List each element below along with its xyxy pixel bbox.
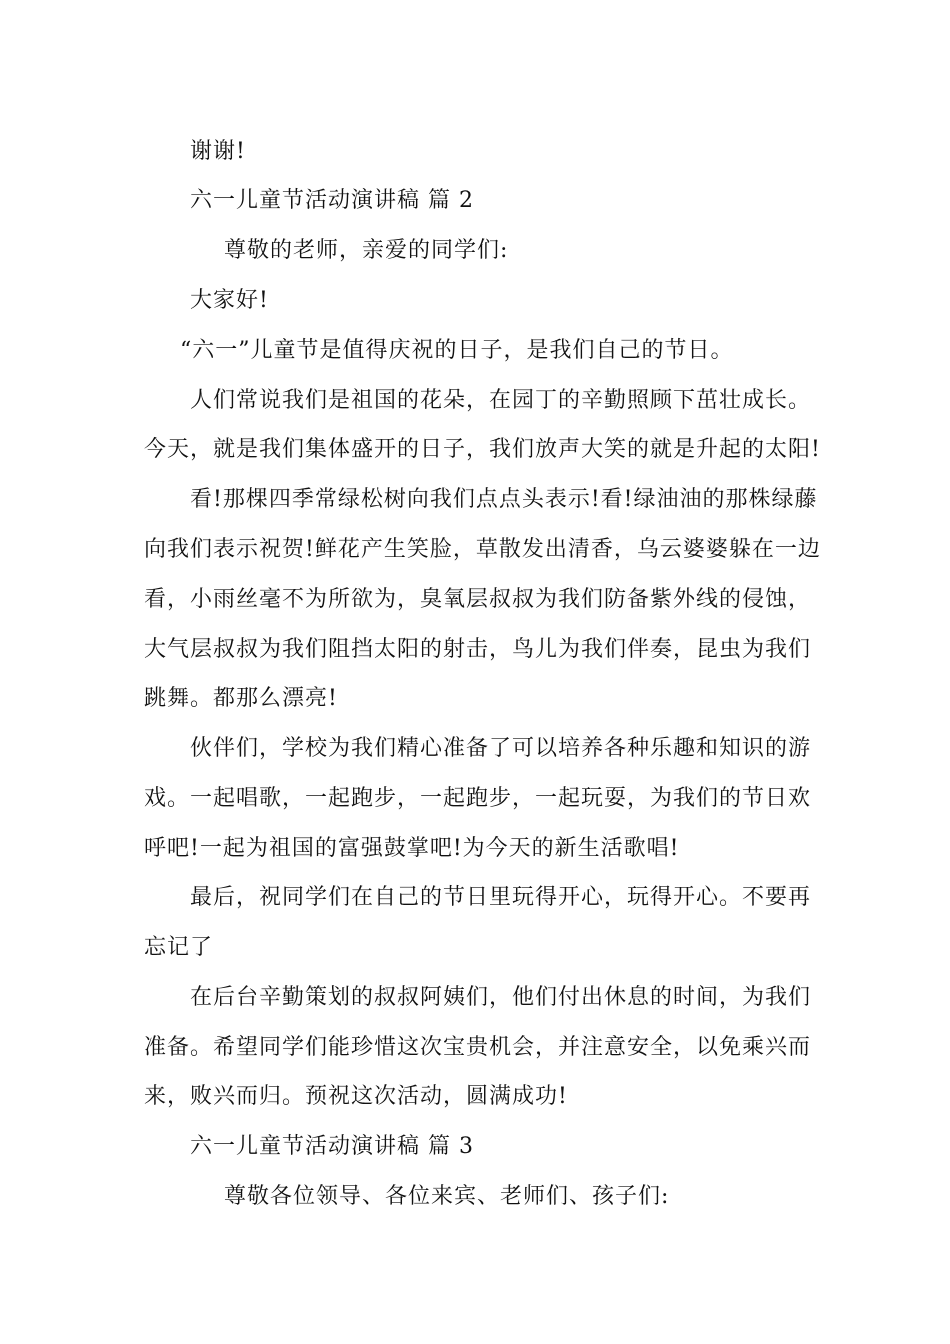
section-heading-3: 六一儿童节活动演讲稿 篇 3: [190, 1134, 474, 1159]
paragraph-line: 在后台辛勤策划的叔叔阿姨们，他们付出休息的时间，为我们: [190, 985, 812, 1010]
paragraph-line: 向我们表示祝贺!鲜花产生笑脸，草散发出清香，乌云婆婆躲在一边: [144, 537, 821, 562]
salutation-3: 尊敬各位领导、各位来宾、老师们、孩子们:: [224, 1184, 670, 1209]
paragraph-line: “六一”儿童节是值得庆祝的日子，是我们自己的节日。: [180, 338, 734, 363]
paragraph-line: 今天，就是我们集体盛开的日子，我们放声大笑的就是升起的太阳!: [144, 437, 821, 462]
paragraph-line: 人们常说我们是祖国的花朵，在园丁的辛勤照顾下茁壮成长。: [190, 388, 812, 413]
paragraph-line: 准备。希望同学们能珍惜这次宝贵机会，并注意安全，以免乘兴而: [144, 1035, 812, 1060]
paragraph-line: 跳舞。都那么漂亮!: [144, 686, 338, 711]
paragraph-line: 呼吧!一起为祖国的富强鼓掌吧!为今天的新生活歌唱!: [144, 836, 680, 861]
paragraph-line: 伙伴们，学校为我们精心准备了可以培养各种乐趣和知识的游: [190, 736, 812, 761]
paragraph-line: 看，小雨丝毫不为所欲为，臭氧层叔叔为我们防备紫外线的侵蚀，: [144, 587, 812, 612]
section-heading-2: 六一儿童节活动演讲稿 篇 2: [190, 188, 474, 213]
paragraph-line: 看!那棵四季常绿松树向我们点点头表示!看!绿油油的那株绿藤: [190, 487, 818, 512]
paragraph-line: 最后，祝同学们在自己的节日里玩得开心，玩得开心。不要再: [190, 885, 812, 910]
paragraph-line: 来，败兴而归。预祝这次活动，圆满成功!: [144, 1084, 568, 1109]
greeting: 大家好!: [190, 288, 269, 313]
paragraph-line: 戏。一起唱歌，一起跑步，一起跑步，一起玩耍，为我们的节日欢: [144, 786, 812, 811]
salutation-2: 尊敬的老师，亲爱的同学们:: [224, 238, 509, 263]
paragraph-line: 大气层叔叔为我们阻挡太阳的射击，鸟儿为我们伴奏，昆虫为我们: [144, 637, 812, 662]
closing-thanks: 谢谢!: [190, 139, 246, 164]
paragraph-line: 忘记了: [144, 935, 214, 960]
